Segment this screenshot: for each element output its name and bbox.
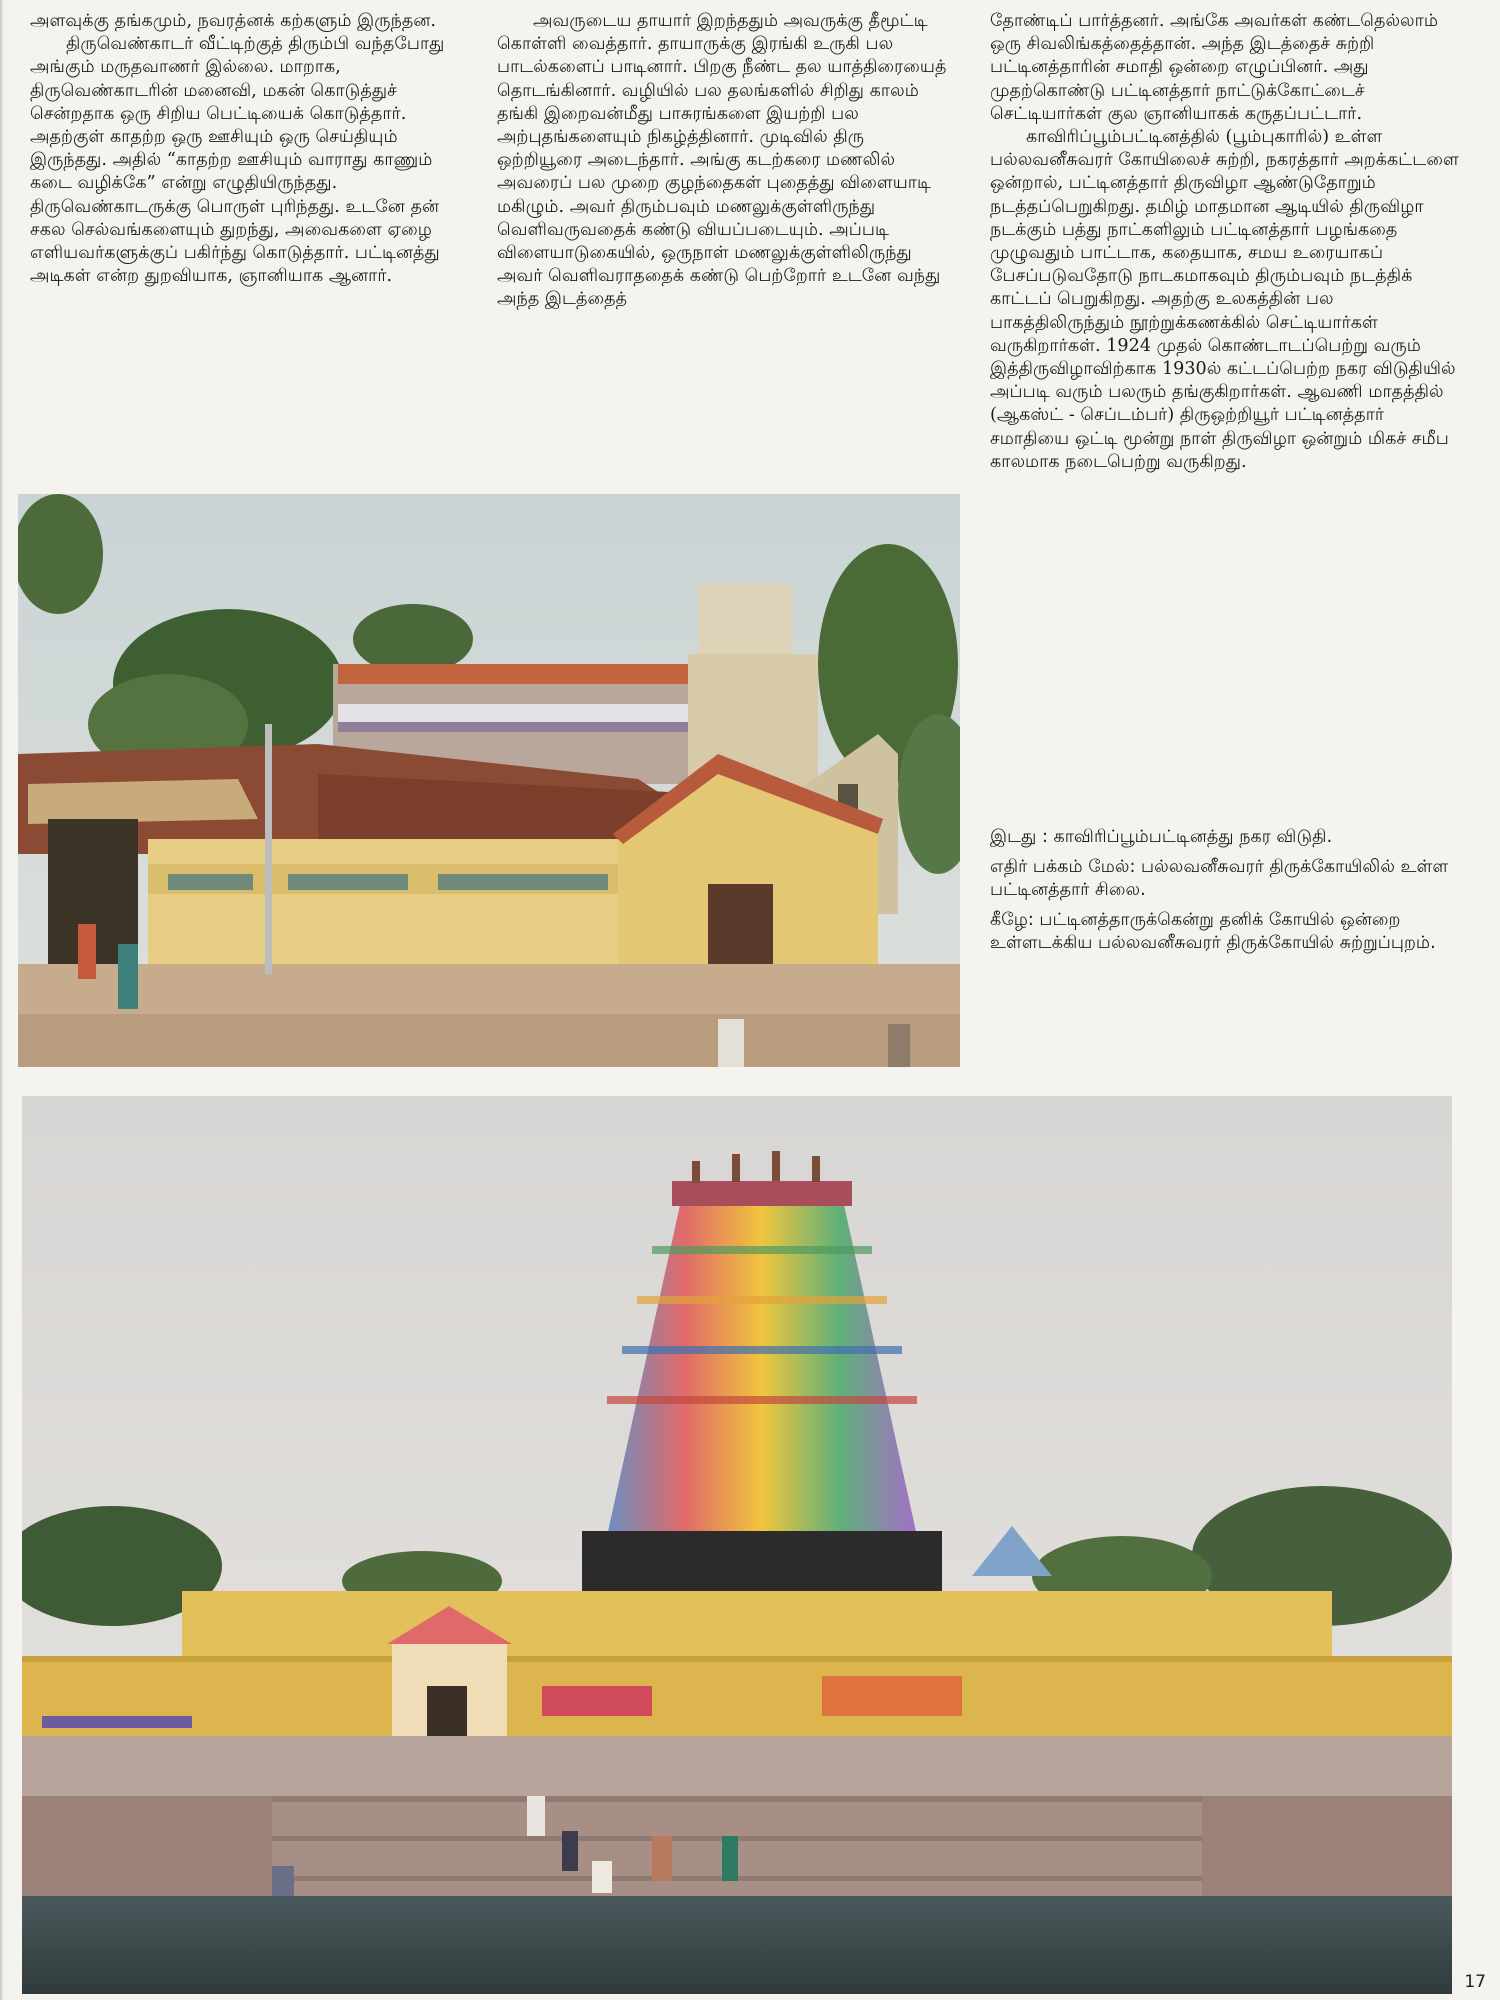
caption-opposite-top: எதிர் பக்கம் மேல்: பல்லவனீசுவரர் திருக்கோயிலில் உள்ள பட்டினத்தார் சிலை. <box>990 856 1449 900</box>
text-column-3 <box>990 10 1460 474</box>
paragraph: அளவுக்கு தங்கமும், நவரத்னக் கற்களும் இருந்தன. <box>30 11 436 31</box>
caption-left: இடது : காவிரிப்பூம்பட்டினத்து நகர விடுதி. <box>990 827 1333 847</box>
caption-below: கீழே: பட்டினத்தாருக்கென்று தனிக் கோயில் ஒன்றை உள்ளடக்கிய பல்லவனீசுவரர் திருக்கோயில் சுற்றுப்புறம். <box>990 909 1436 953</box>
page-number: 17 <box>1464 1972 1486 1992</box>
photo-captions <box>990 826 1460 962</box>
paragraph: தோண்டிப் பார்த்தனர். அங்கே அவர்கள் கண்டதெல்லாம் ஒரு சிவலிங்கத்தைத்தான். அந்த இடத்தைச் சுற்றி பட்டினத்தாரின் சமாதி ஒன்றை எழுப்பினர். அது முதற்கொண்டு பட்டினத்தார் நாட்டுக்கோட்டைச் செட்டியார்கள் குல ஞானியாகக் கருதப்பட்டார். <box>990 11 1439 124</box>
guesthouse-photo <box>18 494 960 1067</box>
temple-photo <box>22 1096 1452 1994</box>
page-spine-shadow <box>0 0 4 2000</box>
text-column-2 <box>497 10 952 312</box>
text-column-1 <box>30 10 460 288</box>
paragraph: அவருடைய தாயார் இறந்ததும் அவருக்கு தீமூட்டி கொள்ளி வைத்தார். தாயாருக்கு இரங்கி உருகி பல பாடல்களைப் பாடினார். பிறகு நீண்ட தல யாத்திரையைத் தொடங்கினார். வழியில் பல தலங்களில் சிறிது காலம் தங்கி இறைவன்மீது பாசுரங்களை இயற்றி பல அற்புதங்களையும் நிகழ்த்தினார். முடிவில் திரு ஒற்றியூரை அடைந்தார். அங்கு கடற்கரை மணலில் அவரைப் பல முறை குழந்தைகள் புதைத்து விளையாடி மகிழும். அவர் திரும்பவும் மணலுக்குள்ளிருந்து வெளிவருவதைக் கண்டு வியப்படையும். அப்படி விளையாடுகையில், ஒருநாள் மணலுக்குள்ளிலிருந்து அவர் வெளிவராததைக் கண்டு பெற்றோர் உடனே வந்து அந்த இடத்தைத் <box>497 11 947 310</box>
paragraph: காவிரிப்பூம்பட்டினத்தில் (பூம்புகாரில்) உள்ள பல்லவனீசுவரர் கோயிலைச் சுற்றி, நகரத்தார் அறக்கட்டளை ஒன்றால், பட்டினத்தார் திருவிழா ஆண்டுதோறும் நடத்தப்பெறுகிறது. தமிழ் மாதமான ஆடியில் திருவிழா நடக்கும் பத்து நாட்களிலும் பட்டினத்தார் பழங்கதை முழுவதும் பாட்டாக, கதையாக, சமய உரையாகப் பேசப்படுவதோடு நாடகமாகவும் திரும்பவும் நடத்திக் காட்டப் பெறுகிறது. அதற்கு உலகத்தின் பல பாகத்திலிருந்தும் நூற்றுக்கணக்கில் செட்டியார்கள் வருகிறார்கள். 1924 முதல் கொண்டாடப்பெற்று வரும் இத்திருவிழாவிற்காக 1930ல் கட்டப்பெற்ற நகர விடுதியில் அப்படி வரும் பலரும் தங்குகிறார்கள். ஆவணி மாதத்தில் (ஆகஸ்ட் - செப்டம்பர்) திருஒற்றியூர் பட்டினத்தார் சமாதியை ஒட்டி மூன்று நாள் திருவிழா ஒன்றும் மிகச் சமீப காலமாக நடைபெற்று வருகிறது. <box>990 127 1459 472</box>
paragraph: திருவெண்காடர் வீட்டிற்குத் திரும்பி வந்தபோது அங்கும் மருதவாணர் இல்லை. மாறாக, திருவெண்காடரின் மனைவி, மகன் கொடுத்துச் சென்றதாக ஒரு சிறிய பெட்டியைக் கொடுத்தார். அதற்குள் காதற்ற ஒரு ஊசியும் ஒரு செய்தியும் இருந்தது. அதில் “காதற்ற ஊசியும் வாராது காணும் கடை வழிக்கே” என்று எழுதியிருந்தது. திருவெண்காடருக்கு பொருள் புரிந்தது. உடனே தன் சகல செல்வங்களையும் துறந்து, அவைகளை ஏழை எளியவர்களுக்குப் பகிர்ந்து கொடுத்தார். பட்டினத்து அடிகள் என்ற துறவியாக, ஞானியாக ஆனார். <box>30 34 445 287</box>
